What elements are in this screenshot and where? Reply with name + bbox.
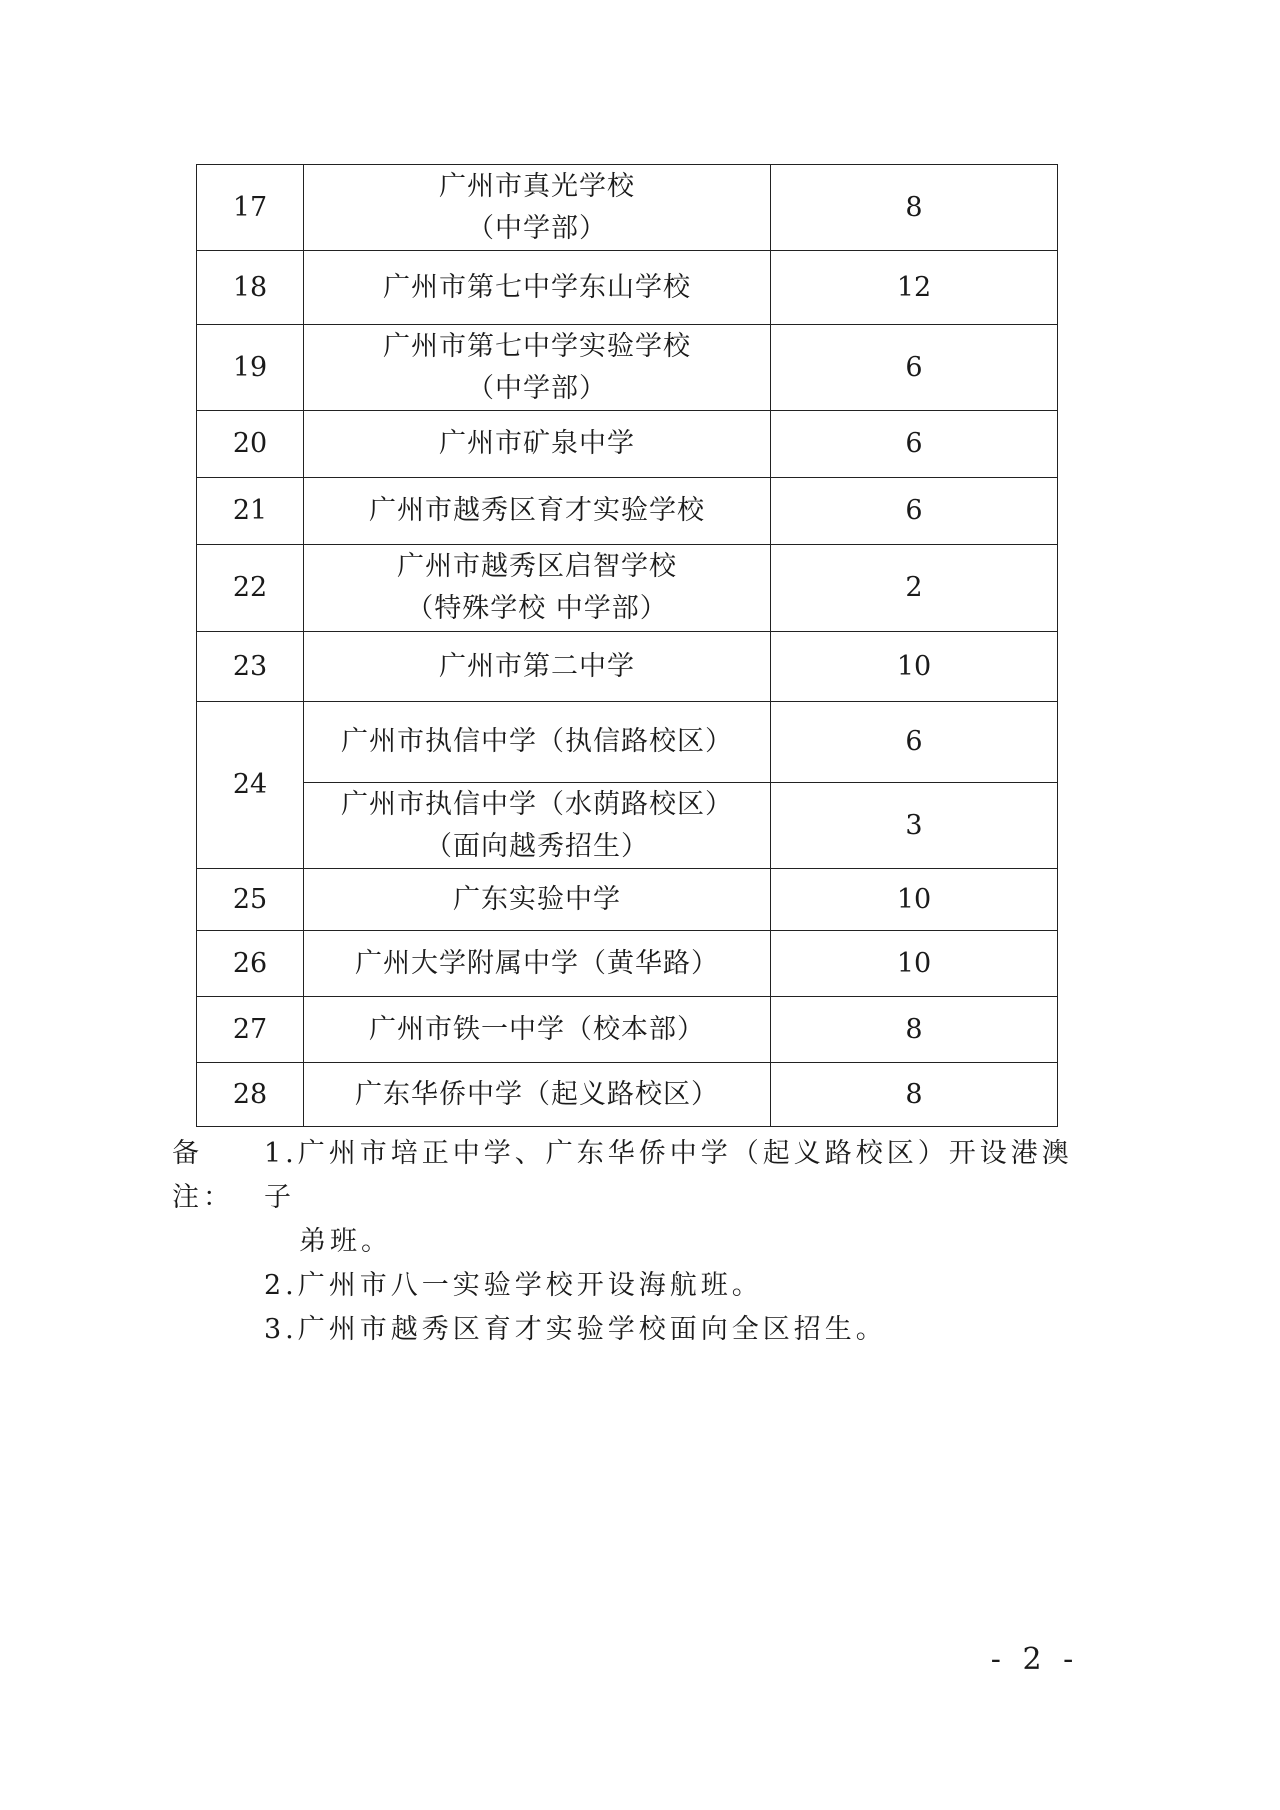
school-name-cell — [304, 783, 771, 869]
note-item-2: 2.广州市八一实验学校开设海航班。 — [264, 1270, 763, 1301]
class-count-cell: 6 — [771, 325, 1058, 411]
class-count-cell: 6 — [771, 478, 1058, 545]
school-name-cell — [304, 165, 771, 251]
school-name-cell — [304, 869, 771, 931]
row-number-cell: 19 — [197, 325, 304, 411]
school-name-cell — [304, 1063, 771, 1127]
class-count-cell: 2 — [771, 545, 1058, 632]
school-name-line: 广州市第七中学实验学校 — [383, 330, 691, 362]
table-row — [197, 411, 1058, 478]
table-row — [197, 325, 1058, 411]
school-name-line: 广州市越秀区启智学校 — [397, 551, 677, 582]
school-name-cell — [304, 997, 771, 1063]
school-name-line: （面向越秀招生） — [425, 830, 649, 862]
school-name-cell — [304, 702, 771, 783]
class-count-cell: 8 — [771, 165, 1058, 251]
school-name-line: 广州市执信中学（执信路校区） — [341, 726, 733, 757]
class-count-cell: 8 — [771, 1063, 1058, 1127]
class-count-cell: 6 — [771, 702, 1058, 783]
school-name-cell — [304, 411, 771, 478]
school-name-line: 广州市越秀区育才实验学校 — [369, 495, 705, 526]
class-count-cell: 10 — [771, 869, 1058, 931]
school-name-line: 广州市执信中学（水荫路校区） — [341, 788, 733, 820]
row-number-cell: 23 — [197, 632, 304, 702]
table-row — [197, 931, 1058, 997]
school-name-line: 广东实验中学 — [453, 883, 621, 915]
row-number-cell: 18 — [197, 251, 304, 325]
class-count-cell: 8 — [771, 997, 1058, 1063]
class-count-cell: 6 — [771, 411, 1058, 478]
table-row — [197, 251, 1058, 325]
school-quota-table — [196, 164, 1058, 1127]
note-item-3: 3.广州市越秀区育才实验学校面向全区招生。 — [264, 1314, 887, 1345]
school-name-line: 广州市矿泉中学 — [439, 428, 635, 459]
row-number-cell: 27 — [197, 997, 304, 1063]
row-number-cell: 22 — [197, 545, 304, 632]
school-name-cell — [304, 545, 771, 632]
table-body — [197, 165, 1058, 1127]
school-name-line: （特殊学校 中学部） — [406, 593, 668, 624]
school-name-line: 广州市第七中学东山学校 — [383, 271, 691, 303]
school-name-cell — [304, 478, 771, 545]
notes-section — [172, 1132, 1092, 1352]
table-row — [197, 702, 1058, 783]
note-item-1-continued: 弟班。 — [299, 1226, 392, 1257]
school-name-line: 广州市真光学校 — [439, 170, 635, 202]
row-number-cell: 25 — [197, 869, 304, 931]
note-item-1: 1.广州市培正中学、广东华侨中学（起义路校区）开设港澳子 — [264, 1138, 1073, 1213]
school-name-line: 广州市第二中学 — [439, 650, 635, 682]
note-row-1 — [172, 1132, 1092, 1352]
row-number-cell: 17 — [197, 165, 304, 251]
note-body — [264, 1132, 1092, 1352]
row-number-cell: 20 — [197, 411, 304, 478]
table-row — [197, 869, 1058, 931]
class-count-cell: 10 — [771, 931, 1058, 997]
table-row — [197, 545, 1058, 632]
table-row — [197, 632, 1058, 702]
school-name-cell — [304, 251, 771, 325]
table-row — [197, 1063, 1058, 1127]
school-name-line: 广州市铁一中学（校本部） — [369, 1013, 705, 1045]
school-name-line: （中学部） — [467, 372, 607, 404]
row-number-cell: 26 — [197, 931, 304, 997]
page-number: - 2 - — [990, 1642, 1080, 1677]
school-name-cell — [304, 632, 771, 702]
notes-label: 备注： — [172, 1138, 234, 1213]
class-count-cell: 3 — [771, 783, 1058, 869]
school-name-line: （中学部） — [467, 212, 607, 244]
class-count-cell: 10 — [771, 632, 1058, 702]
school-name-cell — [304, 931, 771, 997]
school-name-cell — [304, 325, 771, 411]
school-name-line: 广东华侨中学（起义路校区） — [355, 1078, 719, 1110]
table-row — [197, 997, 1058, 1063]
row-number-cell: 28 — [197, 1063, 304, 1127]
row-number-cell: 21 — [197, 478, 304, 545]
table-row — [197, 783, 1058, 869]
class-count-cell: 12 — [771, 251, 1058, 325]
school-name-line: 广州大学附属中学（黄华路） — [355, 947, 719, 979]
row-number-cell: 24 — [197, 702, 304, 869]
table-row — [197, 478, 1058, 545]
table-row — [197, 165, 1058, 251]
